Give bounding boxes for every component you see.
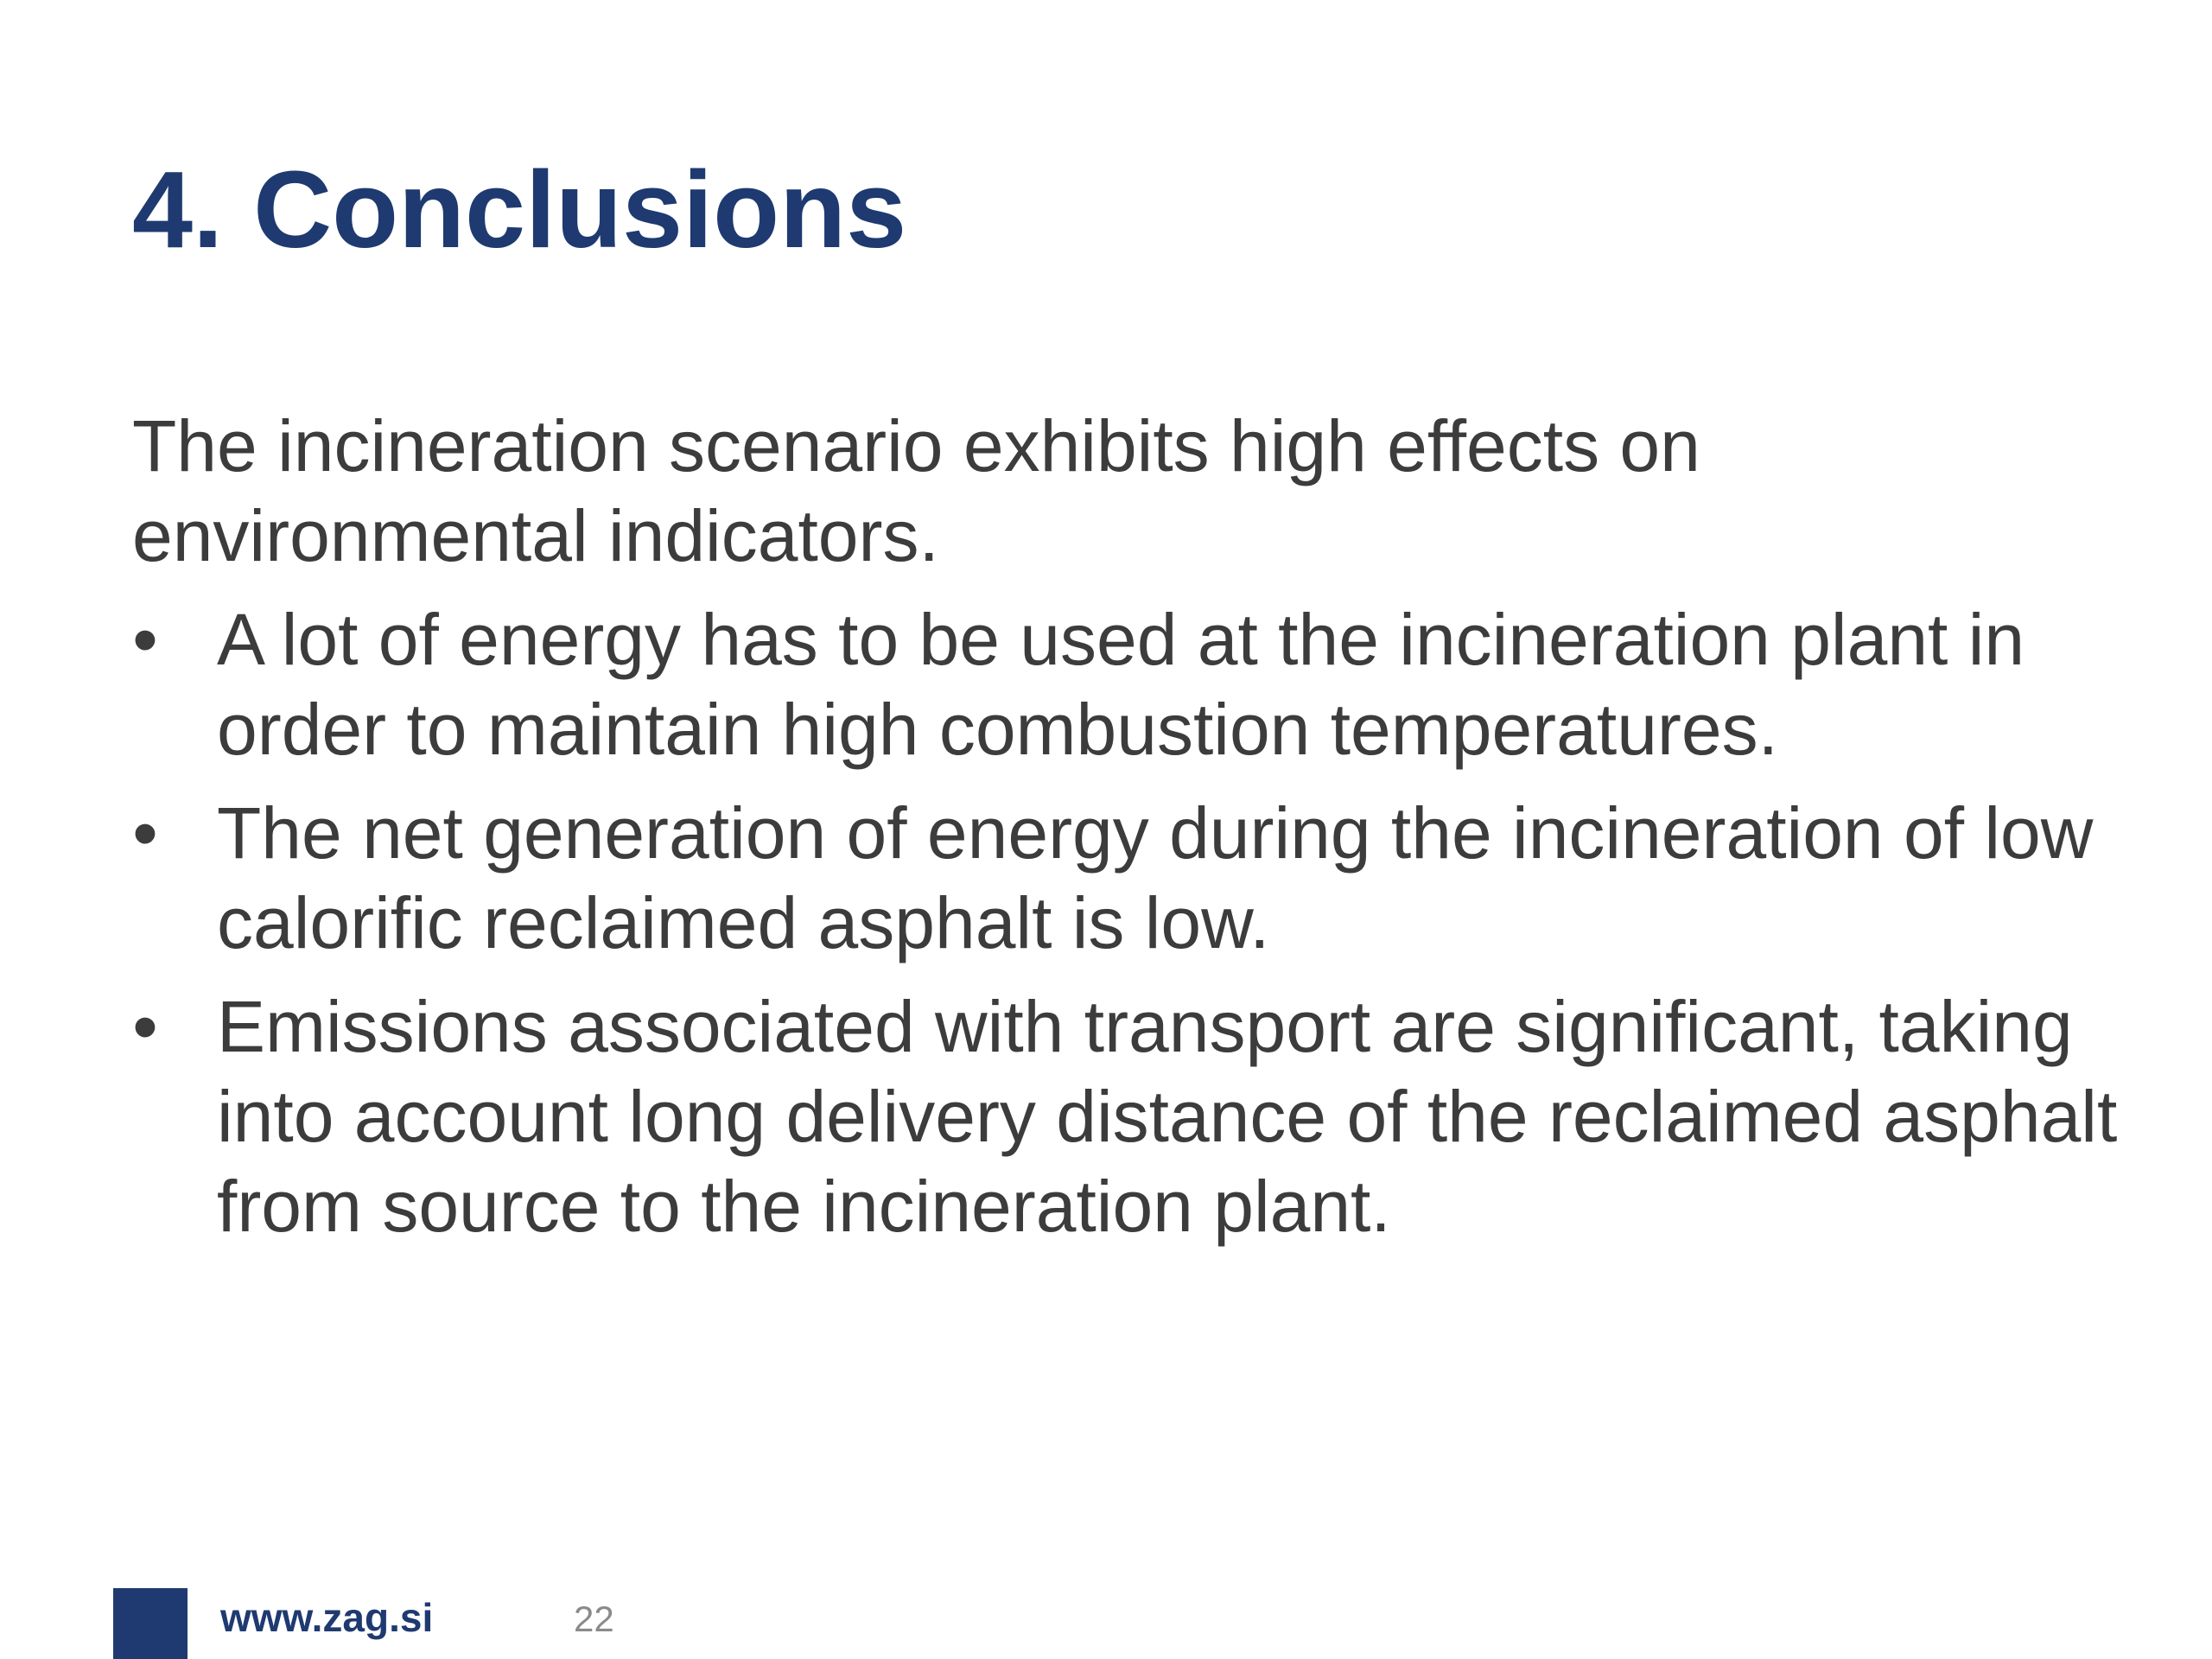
page-number: 22 <box>574 1599 614 1639</box>
bullet-text: The net generation of energy during the incineration of low calorific reclaimed asphalt is low. <box>217 792 2094 963</box>
bullet-icon: • <box>132 599 158 680</box>
footer-logo-square <box>113 1588 188 1659</box>
bullet-item <box>132 594 2120 774</box>
bullet-text: Emissions associated with transport are significant, taking into account long delivery distance of the reclaimed asphalt from source to the incineration plant. <box>217 986 2118 1247</box>
bullet-item <box>132 982 2120 1251</box>
intro-paragraph: The incineration scenario exhibits high effects on environmental indicators. <box>132 405 1700 576</box>
bullet-item <box>132 788 2120 968</box>
footer-website-link[interactable]: www.zag.si <box>220 1595 434 1640</box>
bullet-text: A lot of energy has to be used at the incineration plant in order to maintain high combustion temperatures. <box>217 599 2025 770</box>
bullet-icon: • <box>132 986 158 1067</box>
slide-title: 4. Conclusions <box>132 149 907 270</box>
bullet-list <box>132 594 2120 1251</box>
bullet-icon: • <box>132 792 158 874</box>
slide-body <box>132 401 2120 1265</box>
